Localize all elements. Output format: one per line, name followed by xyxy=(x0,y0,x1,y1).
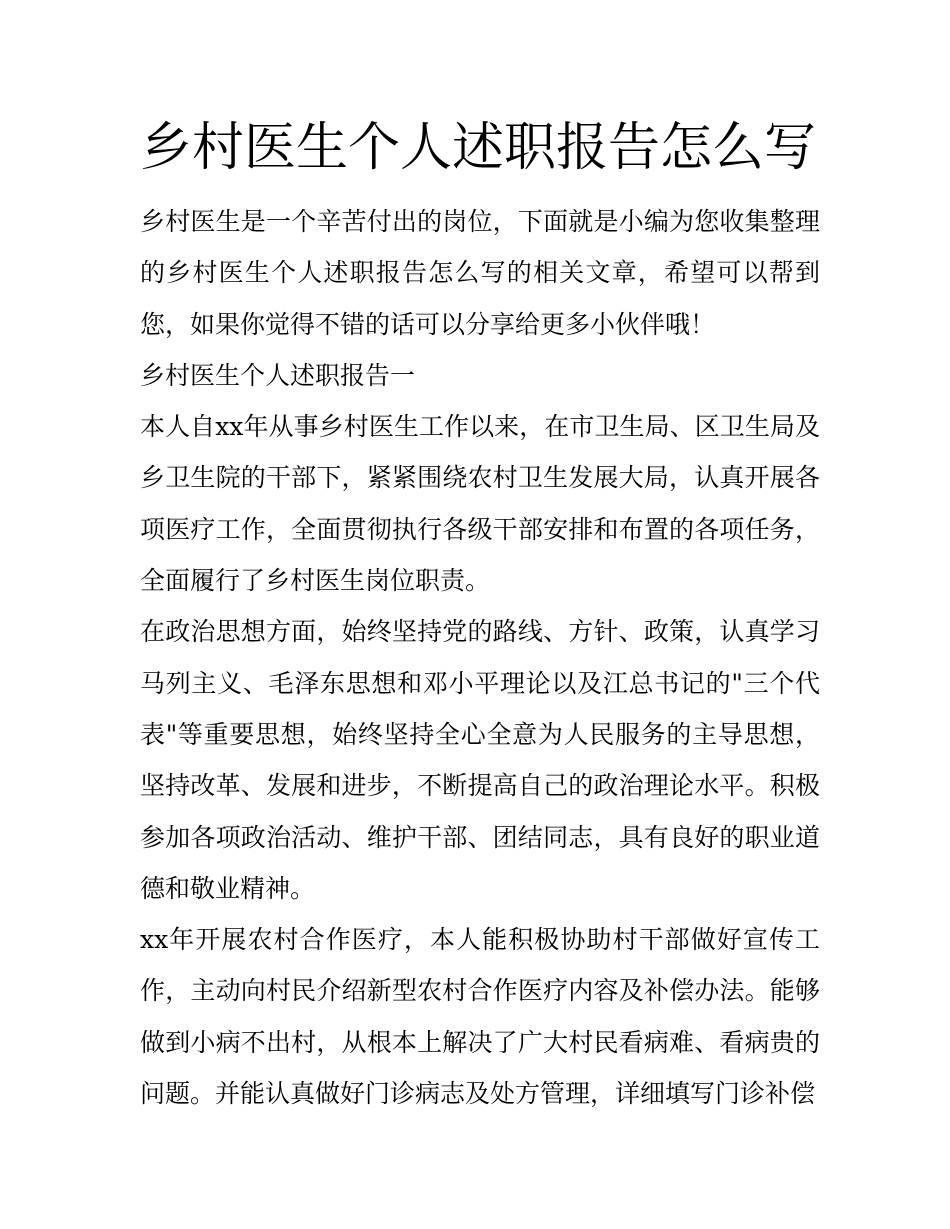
paragraph-cooperative-medical: xx年开展农村合作医疗，本人能积极协助村干部做好宣传工作，主动向村民介绍新型农村合作医疗内容及补偿办法。能够做到小病不出村，从根本上解决了广大村民看病难、看病贵的问题。并能认真做好门诊病志及处方管理，详细填写门诊补偿 xyxy=(140,925,820,1109)
document-body xyxy=(140,196,820,1119)
paragraph-intro: 乡村医生是一个辛苦付出的岗位，下面就是小编为您收集整理的乡村医生个人述职报告怎么写的相关文章，希望可以帮到您，如果你觉得不错的话可以分享给更多小伙伴哦！ xyxy=(140,207,820,339)
section-heading: 乡村医生个人述职报告一 xyxy=(140,360,416,390)
paragraph-work-overview: 本人自xx年从事乡村医生工作以来，在市卫生局、区卫生局及乡卫生院的干部下，紧紧围绕农村卫生发展大局，认真开展各项医疗工作，全面贯彻执行各级干部安排和布置的各项任务，全面履行了乡村医生岗位职责。 xyxy=(140,412,820,596)
paragraph-political-thought: 在政治思想方面，始终坚持党的路线、方针、政策，认真学习马列主义、毛泽东思想和邓小平理论以及江总书记的"三个代表"等重要思想，始终坚持全心全意为人民服务的主导思想，坚持改革、发展和进步，不断提高自己的政治理论水平。积极参加各项政治活动、维护干部、团结同志，具有良好的职业道德和敬业精神。 xyxy=(140,617,820,903)
document-title: 乡村医生个人述职报告怎么写 xyxy=(140,118,817,178)
